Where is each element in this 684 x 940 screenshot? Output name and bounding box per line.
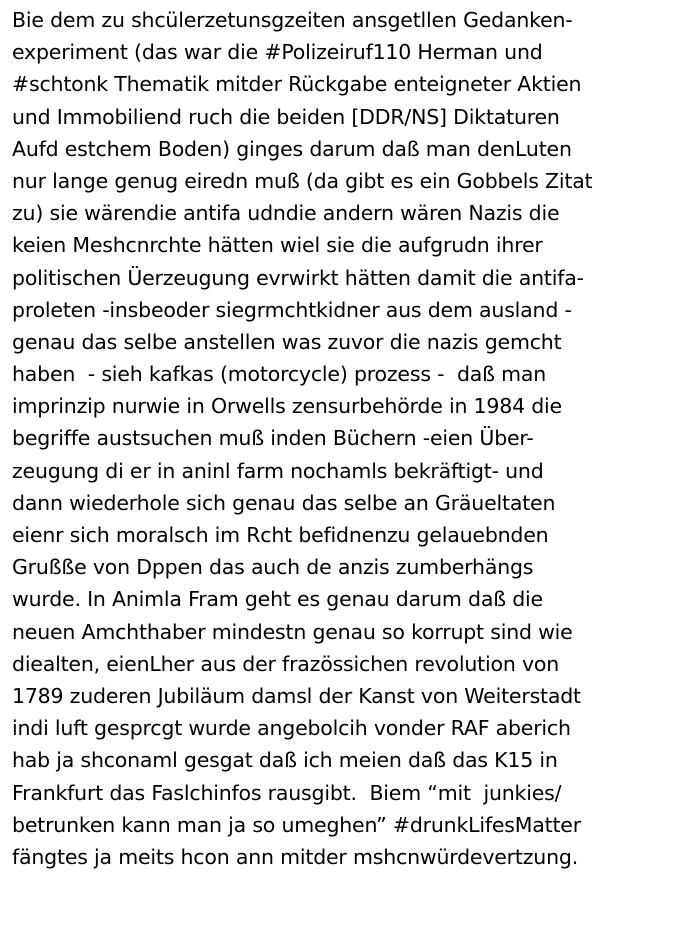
text-line: indi luft gesprcgt wurde angebolcih vonder RAF aberich	[12, 716, 571, 741]
text-line: haben - sieh kafkas (motorcycle) prozess - daß man	[12, 362, 547, 387]
text-line: experiment (das war die #Polizeiruf110 Herman und	[12, 40, 543, 65]
document-text-block	[12, 4, 680, 873]
text-line: betrunken kann man ja so umeghen” #drunkLifesMatter	[12, 812, 581, 837]
text-line: und Immobiliend ruch die beiden [DDR/NS] Diktaturen	[12, 104, 560, 129]
text-line: fängtes ja meits hcon ann mitder mshcnwürdevertzung.	[12, 844, 579, 869]
text-line: begriffe austsuchen muß inden Büchern -eien Über-	[12, 426, 534, 451]
text-line: politischen Üerzeugung evrwirkt hätten damit die antifa-	[12, 265, 584, 290]
text-line: neuen Amchthaber mindestn genau so korrupt sind wie	[12, 619, 573, 644]
text-line: nur lange genug eiredn muß (da gibt es ein Gobbels Zitat	[12, 168, 593, 193]
text-line: eienr sich moralsch im Rcht befidnenzu gelauebnden	[12, 523, 549, 547]
text-line: Aufd estchem Boden) ginges darum daß man denLuten	[12, 136, 572, 161]
text-line: keien Meshcnrchte hätten wiel sie die aufgrudn ihrer	[12, 233, 543, 258]
text-line: genau das selbe anstellen was zuvor die nazis gemcht	[12, 329, 562, 354]
text-line: Frankfurt das Faslchinfos rausgibt. Biem “mit junkies/	[12, 780, 562, 805]
text-line: dann wiederhole sich genau das selbe an Gräueltaten	[12, 490, 556, 515]
text-line: zu) sie wärendie antifa udndie andern wären Nazis die	[12, 201, 560, 226]
text-line: 1789 zuderen Jubiläum damsl der Kanst von Weiterstadt	[12, 683, 581, 708]
text-line: proleten -insbeoder siegrmchtkidner aus dem ausland -	[12, 297, 572, 322]
text-line: imprinzip nurwie in Orwells zensurbehörde in 1984 die	[12, 394, 562, 419]
text-line: #schtonk Thematik mitder Rückgabe enteigneter Aktien	[12, 72, 582, 97]
text-line: Grußße von Dppen das auch de anzis zumberhängs	[12, 555, 534, 580]
text-line: hab ja shconaml gesgat daß ich meien daß das K15 in	[12, 748, 558, 773]
text-line: diealten, eienLher aus der frazössichen revolution von	[12, 651, 560, 676]
text-line: Bie dem zu shcülerzetunsgzeiten ansgetllen Gedanken-	[12, 8, 573, 32]
text-line: wurde. In Animla Fram geht es genau darum daß die	[12, 587, 543, 612]
text-line: zeugung di er in aninl farm nochamls bekräftigt- und	[12, 458, 544, 483]
